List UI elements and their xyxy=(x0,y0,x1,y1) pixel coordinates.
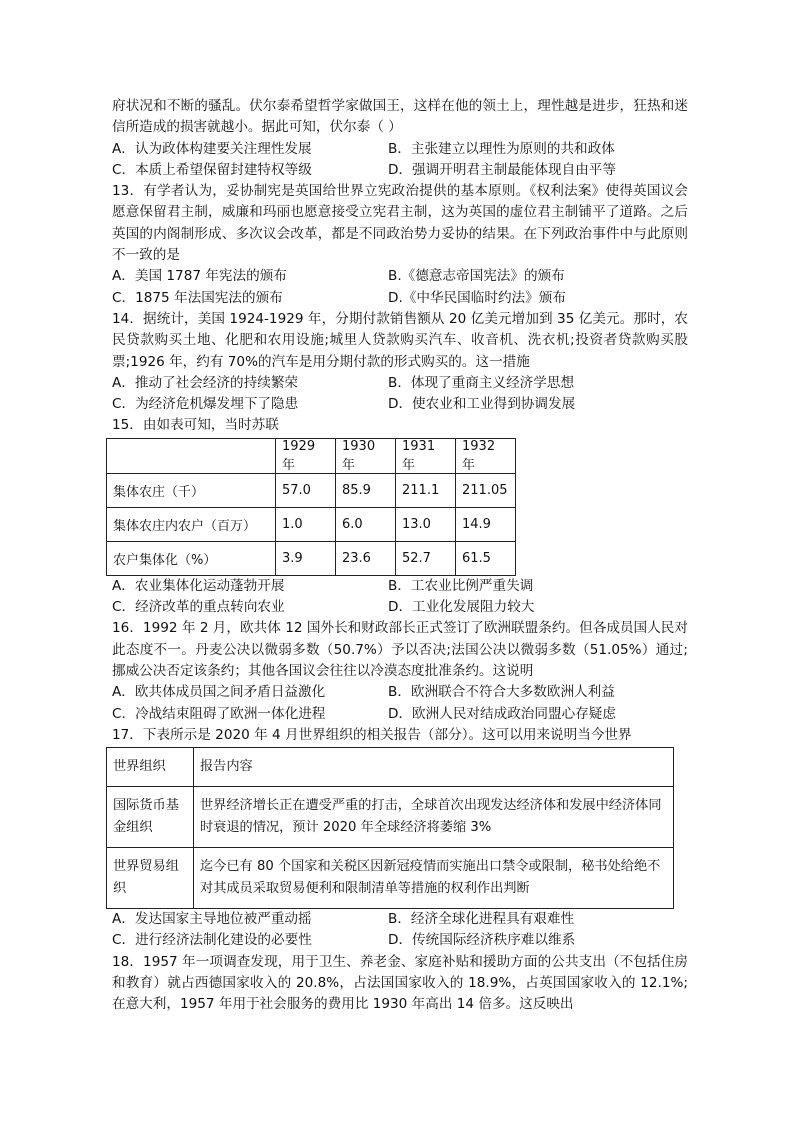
q12-option-d: D．强调开明君主制最能体现自由平等 xyxy=(388,161,616,178)
table-cell: 农户集体化（%） xyxy=(107,541,276,575)
q15-table xyxy=(106,438,516,576)
table-cell: 211.1 xyxy=(396,473,456,507)
q17-option-a: A．发达国家主导地位被严重动摇 xyxy=(112,911,312,928)
q12-options xyxy=(112,139,688,182)
q14-options xyxy=(112,373,688,416)
q14-option-d: D．使农业和工业得到协调发展 xyxy=(388,396,576,413)
table-row xyxy=(107,848,674,909)
q13-options xyxy=(112,266,688,309)
q17-option-c: C．进行经济法制化建设的必要性 xyxy=(112,932,312,949)
table-row xyxy=(107,507,516,541)
table-header-cell: 1932 年 xyxy=(456,438,516,473)
q16-option-d: D．欧洲人民对结成政治同盟心存疑虑 xyxy=(388,705,616,722)
q15-option-d: D．工业化发展阻力较大 xyxy=(388,599,535,616)
table-cell: 14.9 xyxy=(456,507,516,541)
table-header-cell: 1930 年 xyxy=(336,438,396,473)
q12-option-c: C．本质上希望保留封建特权等级 xyxy=(112,161,312,178)
q13-option-c: C．1875 年法国宪法的颁布 xyxy=(112,289,283,306)
q15-stem: 15．由如表可知，当时苏联 xyxy=(112,417,279,434)
q15-options xyxy=(112,576,688,619)
q16-option-c: C．冷战结束阻碍了欧洲一体化进程 xyxy=(112,705,326,722)
table-cell: 1.0 xyxy=(276,507,336,541)
q13-stem: 13．有学者认为，妥协制宪是英国给世界立宪政治提供的基本原则。《权利法案》使得英国议会愿意保留君主制，威廉和玛丽也愿意接受立宪君主制，这为英国的虚位君主制铺平了道路。之后英国的内阁制形成、多次议会改革，都是不同政治势力妥协的结果。在下列政治事件中与此原则不一致的是 xyxy=(112,183,688,264)
q16-option-b: B．欧洲联合不符合大多数欧洲人利益 xyxy=(388,684,615,701)
table-cell: 211.05 xyxy=(456,473,516,507)
q14-option-a: A．推动了社会经济的持续繁荣 xyxy=(112,374,299,391)
q17-stem: 17．下表所示是 2020 年 4 月世界组织的相关报告（部分）。这可以用来说明当今世界 xyxy=(112,726,632,743)
q12-stem-tail: 府状况和不断的骚乱。伏尔泰希望哲学家做国王，这样在他的领土上，理性越是进步，狂热和迷信所造成的损害就越小。据此可知，伏尔泰（ ） xyxy=(112,98,688,136)
table-header-cell: 报告内容 xyxy=(194,748,674,787)
q16-options xyxy=(112,682,688,725)
q15-option-b: B．工农业比例严重失调 xyxy=(388,577,534,594)
q12-option-a: A．认为政体构建要关注理性发展 xyxy=(112,140,312,157)
table-cell: 23.6 xyxy=(336,541,396,575)
table-cell: 13.0 xyxy=(396,507,456,541)
q16-stem: 16．1992 年 2 月，欧共体 12 国外长和财政部长正式签订了欧洲联盟条约。但各成员国人民对此态度不一。丹麦公决以微弱多数（50.7%）予以否决;法国公决以微弱多数（51.05%）通过;挪威公决否定该条约；其他各国议会往往以冷漠态度批准条约。这说明 xyxy=(112,620,688,679)
q17-options xyxy=(112,909,688,952)
q13-option-d: D.《中华民国临时约法》颁布 xyxy=(388,289,566,306)
table-cell: 集体农庄内农户（百万） xyxy=(107,507,276,541)
table-row xyxy=(107,473,516,507)
table-cell: 3.9 xyxy=(276,541,336,575)
table-cell: 世界贸易组织 xyxy=(107,848,194,909)
table-cell: 57.0 xyxy=(276,473,336,507)
table-header-row xyxy=(107,438,516,473)
table-cell: 迄今已有 80 个国家和关税区因新冠疫情而实施出口禁令或限制，秘书处给绝不对其成员采取贸易便利和限制清单等措施的权利作出判断 xyxy=(194,848,674,909)
q18-stem: 18．1957 年一项调查发现，用于卫生、养老金、家庭补贴和援助方面的公共支出（不包括住房和教育）就占西德国家收入的 20.8%，占法国国家收入的 18.9%，占英国国家收入的 12.1%;在意大利，1957 年用于社会服务的费用比 1930 年高出 14 倍多。这反映出 xyxy=(112,953,688,1013)
q13-option-b: B.《德意志帝国宪法》的颁布 xyxy=(388,268,565,285)
table-cell: 52.7 xyxy=(396,541,456,575)
q13-option-a: A．美国 1787 年宪法的颁布 xyxy=(112,268,287,285)
q16-option-a: A．欧共体成员国之间矛盾日益激化 xyxy=(112,684,326,701)
table-row xyxy=(107,787,674,848)
q17-option-d: D．传统国际经济秩序难以维系 xyxy=(388,932,576,949)
q15-option-c: C．经济改革的重点转向农业 xyxy=(112,599,285,616)
table-cell: 世界经济增长正在遭受严重的打击，全球首次出现发达经济体和发展中经济体同时衰退的情况，预计 2020 年全球经济将萎缩 3% xyxy=(194,787,674,848)
table-cell: 国际货币基金组织 xyxy=(107,787,194,848)
table-cell: 集体农庄（千） xyxy=(107,473,276,507)
q14-option-b: B．体现了重商主义经济学思想 xyxy=(388,374,575,391)
table-cell: 85.9 xyxy=(336,473,396,507)
q14-option-c: C．为经济危机爆发埋下了隐患 xyxy=(112,396,299,413)
table-header-cell: 1931 年 xyxy=(396,438,456,473)
q17-option-b: B．经济全球化进程具有艰难性 xyxy=(388,911,575,928)
table-header-row xyxy=(107,748,674,787)
table-header-cell xyxy=(107,438,276,473)
table-row xyxy=(107,541,516,575)
q15-option-a: A．农业集体化运动蓬勃开展 xyxy=(112,577,285,594)
table-cell: 6.0 xyxy=(336,507,396,541)
table-cell: 61.5 xyxy=(456,541,516,575)
q17-table xyxy=(106,747,674,909)
table-header-cell: 世界组织 xyxy=(107,748,194,787)
q14-stem: 14．据统计，美国 1924-1929 年，分期付款销售额从 20 亿美元增加到 35 亿美元。那时，农民贷款购买土地、化肥和农用设施;城里人贷款购买汽车、收音机、洗衣机;投资者贷款购买股票;1926 年，约有 70%的汽车是用分期付款的形式购买的。这一措施 xyxy=(112,310,688,370)
table-header-cell: 1929 年 xyxy=(276,438,336,473)
exam-page xyxy=(112,96,688,1016)
q12-option-b: B．主张建立以理性为原则的共和政体 xyxy=(388,140,615,157)
